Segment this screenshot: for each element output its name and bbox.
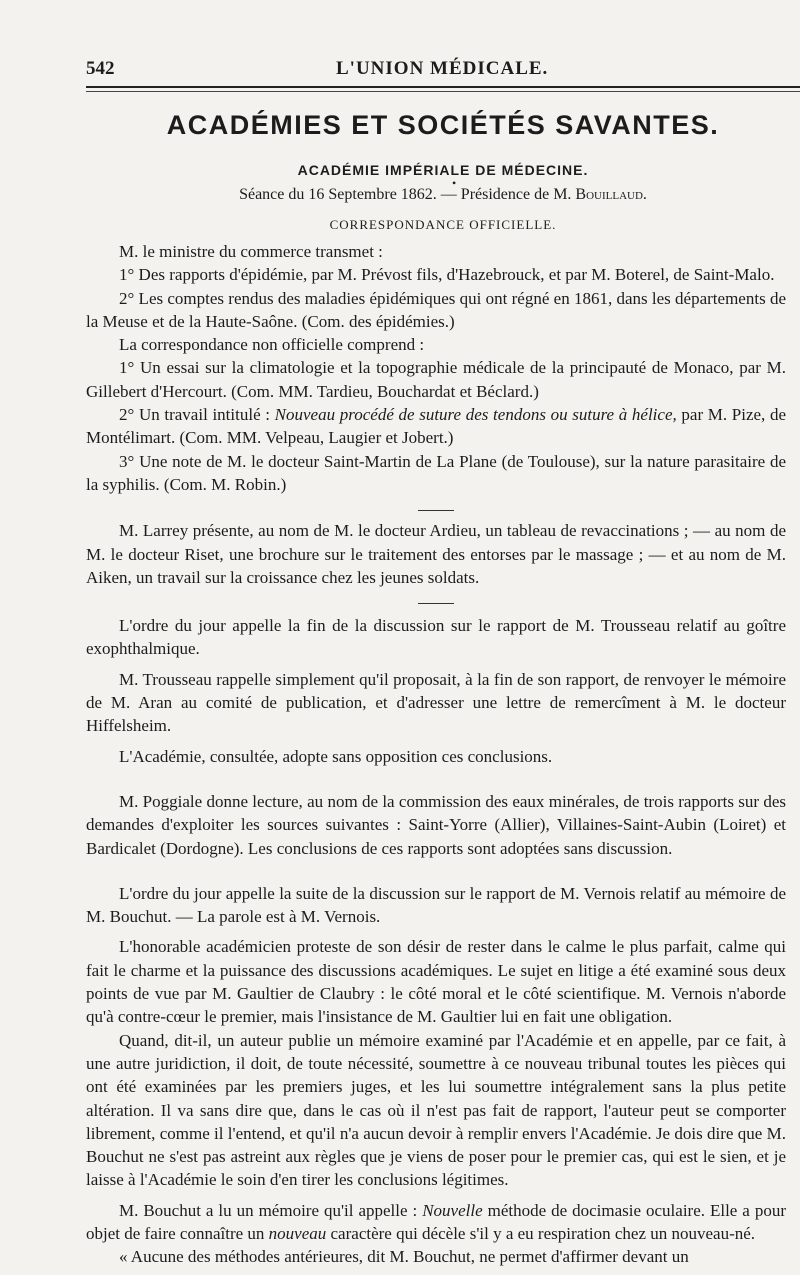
paragraph: M. Larrey présente, au nom de M. le docteur Ardieu, un tableau de revaccinations ; — au nom de M. le docteur Riset, une brochure sur le traitement des entorses par le massage ; — et au nom de M. Aiken, un travail sur la croissance chez les jeunes soldats. <box>86 521 786 587</box>
paragraph: L'Académie, consultée, adopte sans opposition ces conclusions. <box>119 746 553 766</box>
academy-heading: ACADÉMIE IMPÉRIALE DE MÉDECINE. <box>297 162 589 178</box>
paragraph: L'ordre du jour appelle la fin de la discussion sur le rapport de M. Trousseau relatif au goître exophthalmique. <box>86 616 786 659</box>
paragraph: L'honorable académicien proteste de son désir de rester dans le calme le plus parfait, calme qui fait le charme et la puissance des discussions académiques. Le sujet en litige a été examiné sous deux points de vue par M. Gaultier de Claubry : le côté moral et le côté scientifique. M. Vernois n'aborde qu'à contre-cœur le premier, mais l'insistance de M. Gaultier lui en fait une obligation. <box>86 937 786 1027</box>
text-run: 2° Un travail intitulé : <box>119 405 275 425</box>
section-divider <box>418 510 454 511</box>
session-date: Séance du 16 Septembre 1862. — Présidence de M. <box>239 186 572 203</box>
text-run: caractère qui décèle s'il y a eu respiration chez un nouveau-né. <box>326 1223 756 1243</box>
text-run: M. Bouchut a lu un mémoire qu'il appelle : <box>119 1200 423 1220</box>
running-title: L'UNION MÉDICALE. <box>336 58 549 79</box>
paragraph: La correspondance non officielle comprend : <box>119 335 425 355</box>
session-line <box>86 186 800 204</box>
paragraph: M. Poggiale donne lecture, au nom de la commission des eaux minérales, de trois rapports sur des demandes d'exploiter les sources suivantes : Saint-Yorre (Allier), Villaines-Saint-Aubin (Loiret) et Bardicalet (Dordogne). Les conclusions de ces rapports sont adoptées sans discussion. <box>86 791 786 858</box>
correspondence-heading: CORRESPONDANCE OFFICIELLE. <box>329 217 557 232</box>
italic-title: Nouveau procédé de suture des tendons ou suture à hélice, <box>274 405 677 425</box>
section-title: ACADÉMIES ET SOCIÉTÉS SAVANTES. <box>166 110 720 140</box>
paragraph: 2° Les comptes rendus des maladies épidémiques qui ont régné en 1861, dans les départements de la Meuse et de la Haute-Saône. (Com. des épidémies.) <box>86 288 786 331</box>
text-run: par M. Pize, de Montélimart. (Com. MM. Velpeau, Laugier et Jobert.) <box>86 405 786 448</box>
paragraph: 3° Une note de M. le docteur Saint-Martin de La Plane (de Toulouse), sur la nature parasitaire de la syphilis. (Com. M. Robin.) <box>86 451 786 494</box>
paragraph: M. le ministre du commerce transmet : <box>119 242 383 261</box>
paragraph: 1° Un essai sur la climatologie et la topographie médicale de la principauté de Monaco, par M. Gillebert d'Hercourt. (Com. MM. Tardieu, Bouchardat et Béclard.) <box>86 358 786 401</box>
paragraph: Quand, dit-il, un auteur publie un mémoire examiné par l'Académie et en appelle, par ce fait, à une autre juridiction, il doit, de toute nécessité, soumettre à ce nouveau tribunal toutes les pièces qui ont été examinées par les premiers juges, et les lui soumettre intégralement sans la plus petite altération. Il va sans dire que, dans le cas où il n'est pas fait de rapport, l'auteur peut se comporter librement, comme il l'entend, et qu'il n'a aucun devoir à remplir envers l'Académie. Je dois dire que M. Bouchut ne s'est pas astreint aux règles que je viens de poser pour le premier cas, qui est le sien, et je laisse à l'Académie le soin d'en tirer les conclusions légitimes. <box>86 1030 786 1190</box>
section-divider <box>418 603 454 604</box>
text-run: méthode de docimasie oculaire. Elle a pour objet de faire connaître un <box>86 1200 786 1243</box>
italic-word: Nouvelle <box>422 1200 483 1220</box>
paragraph: 1° Des rapports d'épidémie, par M. Prévost fils, d'Hazebrouck, et par M. Boterel, de Saint-Malo. <box>119 265 775 285</box>
paragraph: M. Trousseau rappelle simplement qu'il proposait, à la fin de son rapport, de renvoyer le mémoire de M. Aran au comité de publication, et d'adresser une lettre de remercîment à M. le docteur Hiffelsheim. <box>86 669 786 736</box>
page-number: 542 <box>86 58 115 79</box>
article-body <box>86 240 786 1269</box>
paragraph: L'ordre du jour appelle la suite de la discussion sur le rapport de M. Vernois relatif au mémoire de M. Bouchut. — La parole est à M. Vernois. <box>86 883 786 927</box>
header-rule-thin <box>86 91 800 92</box>
president-name: Bouillaud. <box>575 186 647 203</box>
italic-word: nouveau <box>268 1223 327 1243</box>
ornament-dot: • <box>452 176 457 190</box>
page-header <box>86 55 800 87</box>
paragraph <box>86 403 786 450</box>
paragraph <box>86 1199 786 1246</box>
paragraph: « Aucune des méthodes antérieures, dit M. Bouchut, ne permet d'affirmer devant un <box>119 1247 689 1267</box>
header-rule <box>86 86 800 88</box>
